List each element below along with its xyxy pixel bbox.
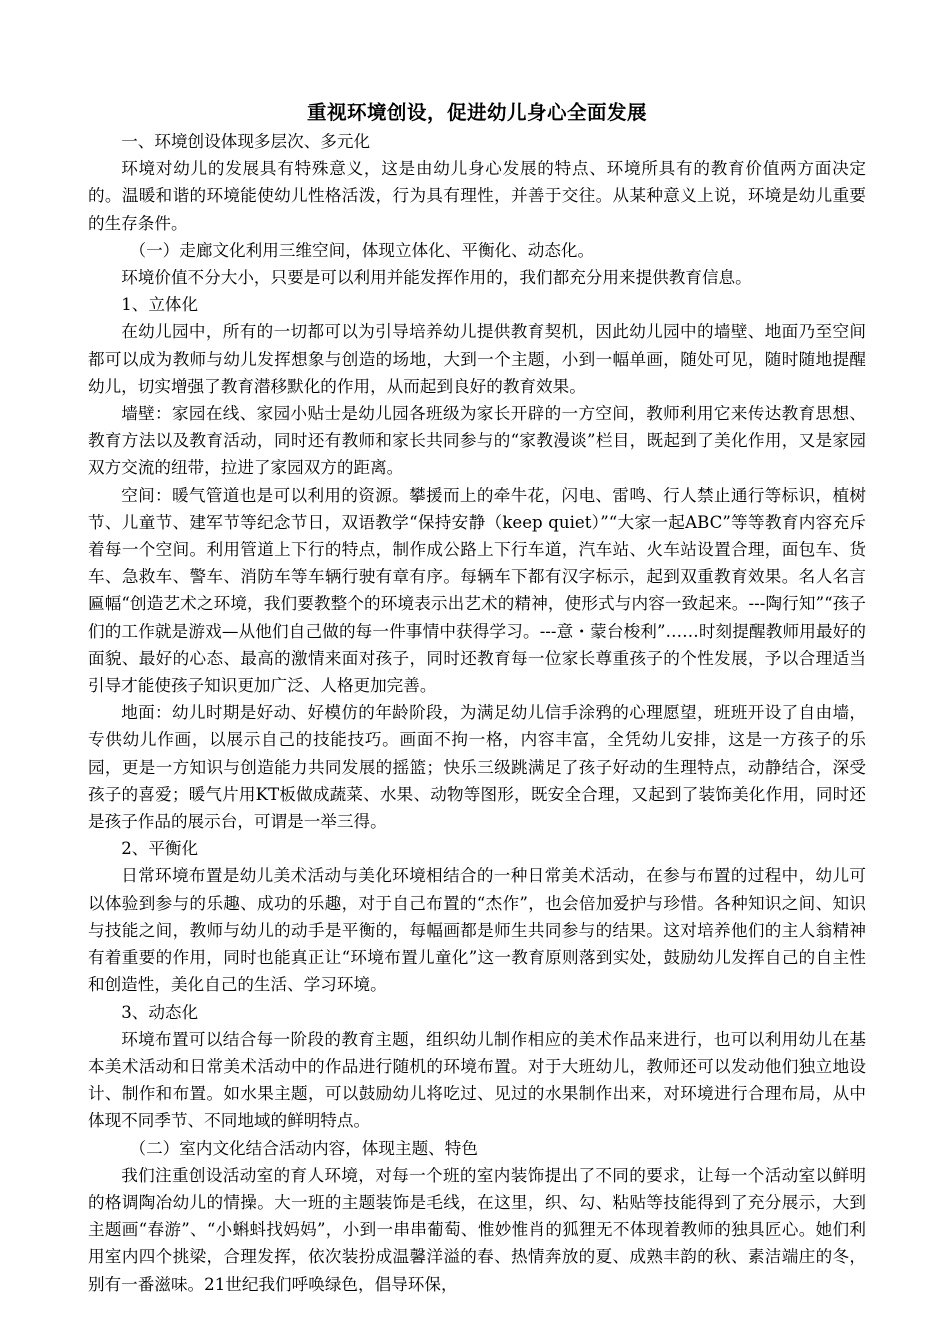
paragraph-3d: 在幼儿园中，所有的一切都可以为引导培养幼儿提供教育契机，因此幼儿园中的墙壁、地面乃至空间都可以成为教师与幼儿发挥想象与创造的场地，大到一个主题，小到一幅单画，随处可见，随时随地提醒幼儿，切实增强了教育潜移默化的作用，从而起到良好的教育效果。 xyxy=(88,322,866,396)
paragraph-wall: 墙壁：家园在线、家园小贴士是幼儿园各班级为家长开辟的一方空间，教师利用它来传达教育思想、教育方法以及教育活动，同时还有教师和家长共同参与的“家教漫谈”栏目，既起到了美化作用，又是家园双方交流的纽带，拉进了家园双方的距离。 xyxy=(88,404,866,478)
paragraph-floor: 地面：幼儿时期是好动、好模仿的年龄阶段，为满足幼儿信手涂鸦的心理愿望，班班开设了自由墙，专供幼儿作画，以展示自己的技能技巧。画面不拘一格，内容丰富，全凭幼儿安排，这是一方孩子的乐园，更是一方知识与创造能力共同发展的摇篮；快乐三级跳满足了孩子好动的生理特点，动静结合，深受孩子的喜爱；暖气片用KT板做成蔬菜、水果、动物等图形，既安全合理，又起到了装饰美化作用，同时还是孩子作品的展示台，可谓是一举三得。 xyxy=(88,703,866,832)
paragraph-indoor: 我们注重创设活动室的育人环境，对每一个班的室内装饰提出了不同的要求，让每一个活动室以鲜明的格调陶冶幼儿的情操。大一班的主题装饰是毛线，在这里，织、勾、粘贴等技能得到了充分展示，大到主题画“春游”、“小蝌蚪找妈妈”，小到一串串葡萄、惟妙惟肖的狐狸无不体现着教师的独具匠心。她们利用室内四个挑梁，合理发挥，依次装扮成温馨洋溢的春、热情奔放的夏、成熟丰韵的秋、素洁端庄的冬，别有一番滋味。21世纪我们呼唤绿色，倡导环保， xyxy=(88,1165,866,1294)
subsection-heading-1: （一）走廊文化利用三维空间，体现立体化、平衡化、动态化。 xyxy=(129,240,595,260)
item-heading-2: 2、平衡化 xyxy=(121,839,199,859)
paragraph-value: 环境价值不分大小，只要是可以利用并能发挥作用的，我们都充分用来提供教育信息。 xyxy=(121,268,752,288)
paragraph-space: 空间：暖气管道也是可以利用的资源。攀援而上的牵牛花，闪电、雷鸣、行人禁止通行等标识，植树节、儿童节、建军节等纪念节日，双语教学“保持安静（keep quiet）”“大家一起ABC”等等教育内容充斥着每一个空间。利用管道上下行的特点，制作成公路上下行车道，汽车站、火车站设置合理，面包车、货车、急救车、警车、消防车等车辆行驶有章有序。每辆车下都有汉字标示，起到双重教育效果。名人名言匾幅“创造艺术之环境，我们要教整个的环境表示出艺术的精神，使形式与内容一致起来。---陶行知”“孩子们的工作就是游戏—从他们自己做的每一件事情中获得学习。---意・蒙台梭利”……时刻提醒教师用最好的面貌、最好的心态、最高的激情来面对孩子，同时还教育每一位家长尊重孩子的个性发展，予以合理适当引导才能使孩子知识更加广泛、人格更加完善。 xyxy=(88,485,866,696)
paragraph-intro: 环境对幼儿的发展具有特殊意义，这是由幼儿身心发展的特点、环境所具有的教育价值两方面决定的。温暖和谐的环境能使幼儿性格活泼，行为具有理性，并善于交往。从某种意义上说，环境是幼儿重要的生存条件。 xyxy=(88,159,866,233)
document-page xyxy=(88,98,866,1298)
section-heading-1: 一、环境创设体现多层次、多元化 xyxy=(121,132,371,151)
item-heading-1: 1、立体化 xyxy=(121,295,199,315)
subsection-heading-2: （二）室内文化结合活动内容，体现主题、特色 xyxy=(129,1138,478,1158)
document-title: 重视环境创设，促进幼儿身心全面发展 xyxy=(306,101,647,124)
paragraph-dynamic: 环境布置可以结合每一阶段的教育主题，组织幼儿制作相应的美术作品来进行，也可以利用幼儿在基本美术活动和日常美术活动中的作品进行随机的环境布置。对于大班幼儿，教师还可以发动他们独立地设计、制作和布置。如水果主题，可以鼓励幼儿将吃过、见过的水果制作出来，对环境进行合理布局，从中体现不同季节、不同地域的鲜明特点。 xyxy=(88,1029,866,1131)
item-heading-3: 3、动态化 xyxy=(121,1002,199,1022)
paragraph-balance: 日常环境布置是幼儿美术活动与美化环境相结合的一种日常美术活动，在参与布置的过程中，幼儿可以体验到参与的乐趣、成功的乐趣，对于自己布置的“杰作”，也会倍加爱护与珍惜。各种知识之间、知识与技能之间，教师与幼儿的动手是平衡的，每幅画都是师生共同参与的结果。这对培养他们的主人翁精神有着重要的作用，同时也能真正让“环境布置儿童化”这一教育原则落到实处，鼓励幼儿发挥自己的自主性和创造性，美化自己的生活、学习环境。 xyxy=(88,866,866,995)
